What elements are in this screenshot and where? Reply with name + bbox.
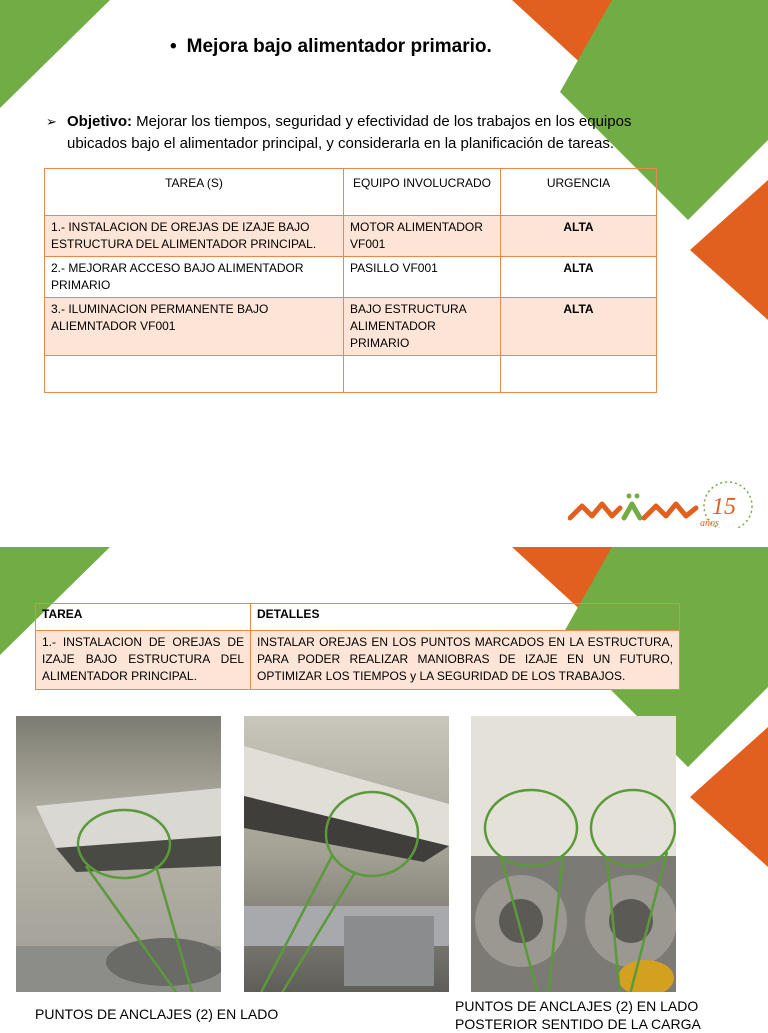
- header-equipo: EQUIPO INVOLUCRADO: [344, 169, 501, 216]
- detail-table: [35, 603, 680, 690]
- objective-paragraph: [46, 111, 676, 155]
- caption-right: [455, 997, 755, 1033]
- equipment-cell: BAJO ESTRUCTURA ALIMENTADOR PRIMARIO: [344, 298, 501, 356]
- header-tarea: TAREA (S): [45, 169, 344, 216]
- header-tarea: TAREA: [36, 604, 251, 631]
- photo-anchor-points-3: [471, 716, 676, 992]
- equipment-cell: MOTOR ALIMENTADOR VF001: [344, 216, 501, 257]
- empty-cell: [45, 356, 344, 393]
- tasks-table-header: [45, 169, 657, 216]
- page-title-text: Mejora bajo alimentador primario.: [186, 36, 492, 57]
- objective-text: Mejorar los tiempos, seguridad y efectividad de los trabajos en los equipos ubicados bajo el alimentador principal, y considerarla en la planificación de tareas.: [67, 113, 632, 152]
- photo-anchor-points-1: [16, 716, 221, 992]
- empty-cell: [344, 356, 501, 393]
- details-cell: INSTALAR OREJAS EN LOS PUNTOS MARCADOS EN LA ESTRUCTURA, PARA PODER REALIZAR MANIOBRAS DE IZAJE EN UN FUTURO, OPTIMIZAR LOS TIEMPOS y LA SEGURIDAD DE LOS TRABAJOS.: [251, 631, 680, 690]
- tasks-table: [44, 168, 657, 393]
- table-row: [36, 631, 680, 690]
- caption-left: PUNTOS DE ANCLAJES (2) EN LADO: [35, 1006, 279, 1022]
- objective-label: Objetivo:: [67, 113, 133, 130]
- empty-cell: [501, 356, 657, 393]
- logo-subtext: años: [700, 518, 719, 528]
- green-corner-shape: [0, 0, 110, 108]
- table-row: [45, 216, 657, 257]
- table-row: [45, 257, 657, 298]
- table-row-empty: [45, 356, 657, 393]
- logo-graphic: [568, 474, 753, 528]
- urgency-cell: ALTA: [501, 298, 657, 356]
- objective-text-block: [67, 111, 676, 155]
- caption-right-line-2: POSTERIOR SENTIDO DE LA CARGA: [455, 1016, 701, 1032]
- detail-table-header: [36, 604, 680, 631]
- page-title: • Mejora bajo alimentador primario.: [170, 36, 492, 57]
- header-detalles: DETALLES: [251, 604, 680, 631]
- photo-3-image: [471, 716, 676, 992]
- company-logo: [568, 474, 753, 528]
- photo-1-image: [16, 716, 221, 992]
- header-urgencia: URGENCIA: [501, 169, 657, 216]
- task-cell: 1.- INSTALACION DE OREJAS DE IZAJE BAJO ESTRUCTURA DEL ALIMENTADOR PRINCIPAL.: [36, 631, 251, 690]
- caption-right-line-1: PUNTOS DE ANCLAJES (2) EN LADO: [455, 998, 699, 1014]
- photo-2-image: [244, 716, 449, 992]
- photo-anchor-points-2: [244, 716, 449, 992]
- table-row: [45, 298, 657, 356]
- task-cell: 1.- INSTALACION DE OREJAS DE IZAJE BAJO ESTRUCTURA DEL ALIMENTADOR PRINCIPAL.: [45, 216, 344, 257]
- task-cell: 2.- MEJORAR ACCESO BAJO ALIMENTADOR PRIMARIO: [45, 257, 344, 298]
- arrow-bullet-icon: ➢: [46, 114, 57, 129]
- logo-number: 15: [712, 494, 736, 520]
- urgency-cell: ALTA: [501, 216, 657, 257]
- slide-separator: [0, 528, 768, 547]
- urgency-cell: ALTA: [501, 257, 657, 298]
- task-cell: 3.- ILUMINACION PERMANENTE BAJO ALIEMNTADOR VF001: [45, 298, 344, 356]
- equipment-cell: PASILLO VF001: [344, 257, 501, 298]
